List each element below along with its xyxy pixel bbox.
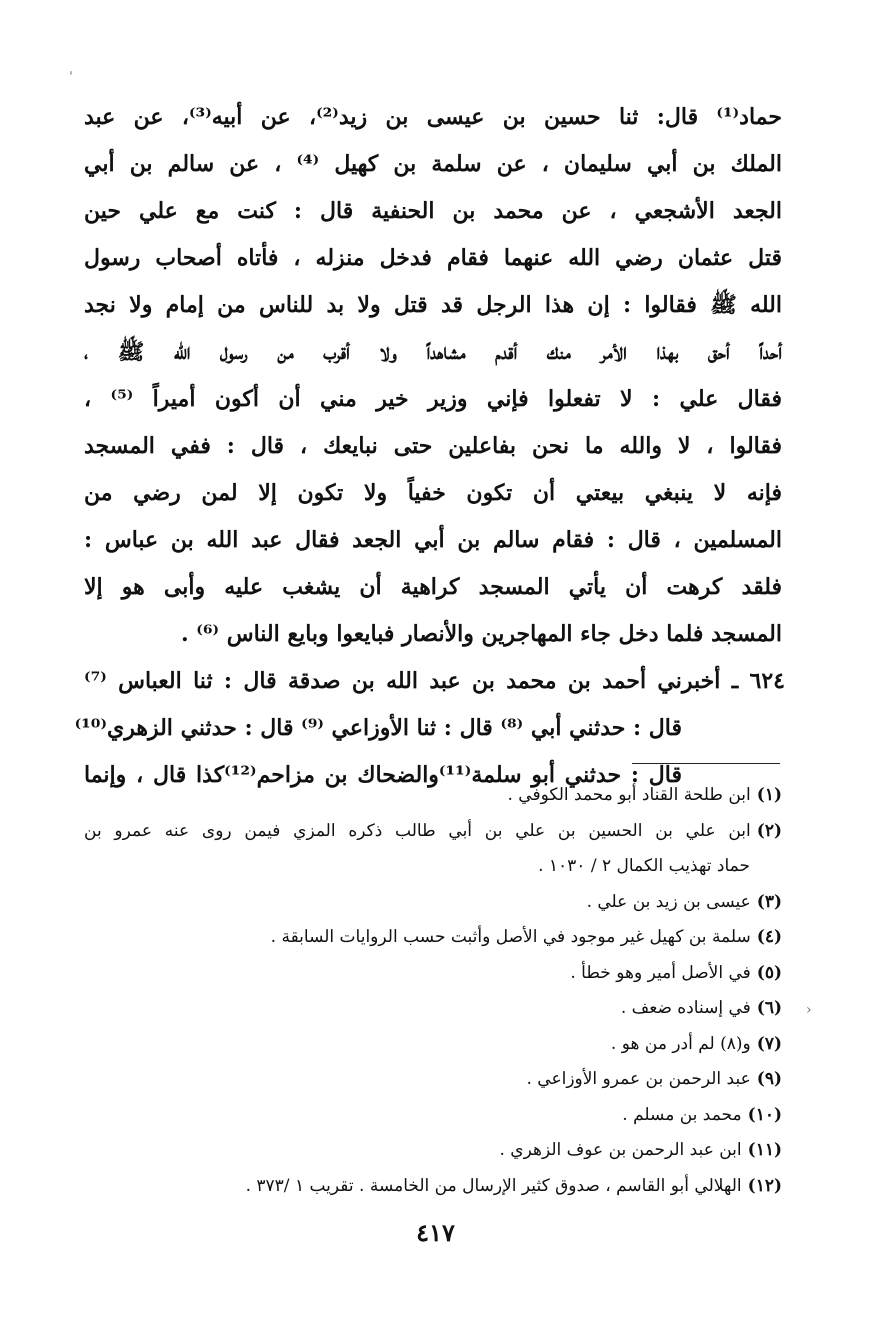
footnote-number: (٤) xyxy=(756,927,782,947)
footnote-number: (١٢) xyxy=(747,1175,782,1196)
footnote-text: محمد بن مسلم . xyxy=(622,1104,742,1125)
page-number: ٤١٧ xyxy=(416,1218,455,1247)
footnote-text: ابن طلحة القناد أبو محمد الكوفي . xyxy=(507,785,751,805)
text-line: المسجد فلما دخل جاء المهاجرين والأنصار فبايعوا وبايع الناس ⁽⁶⁾ . xyxy=(180,621,782,647)
footnote-text: ابن عبد الرحمن بن عوف الزهري . xyxy=(499,1140,742,1160)
footnote xyxy=(84,991,782,1027)
footnote xyxy=(84,1133,782,1169)
entry-line: قال : حدثني أبي ⁽⁸⁾ قال : ثنا الأوزاعي ⁽⁹⁾ قال : حدثني الزهري⁽¹⁰⁾ xyxy=(74,715,682,741)
footnote xyxy=(84,885,782,921)
footnote-text: عيسى بن زيد بن علي . xyxy=(586,891,751,912)
scan-mark: ˈ xyxy=(69,70,73,86)
footnote-continuation: حماد تهذيب الكمال ٢ / ١٠٣٠ . xyxy=(538,856,750,876)
entry-first-line xyxy=(84,658,785,705)
footnote xyxy=(84,1062,782,1098)
footnote-number: (٥) xyxy=(756,962,782,983)
footnote-number: (٩) xyxy=(756,1069,782,1089)
footnote-text: ابن علي بن الحسين بن علي بن أبي طالب ذكره المزي فيمن روى عنه عمرو بن xyxy=(84,820,751,841)
text-line: الملك بن أبي سليمان ، عن سلمة بن كهيل ⁽⁴⁾ ، عن سالم بن أبي xyxy=(84,151,782,177)
footnote xyxy=(84,1098,782,1134)
footnotes xyxy=(84,778,782,1204)
entry-text: أخبرني أحمد بن محمد بن عبد الله بن صدقة قال : ثنا العباس ⁽⁷⁾ xyxy=(84,668,721,694)
text-line: قتل عثمان رضي الله عنهما فقام فدخل منزله ، فأتاه أصحاب رسول xyxy=(84,245,782,271)
footnote-number: (٦) xyxy=(756,998,782,1018)
text-line: الجعد الأشجعي ، عن محمد بن الحنفية قال : كنت مع علي حين xyxy=(84,198,782,224)
text-line: حماد⁽¹⁾ قال: ثنا حسين بن عيسى بن زيد⁽²⁾، عن أبيه⁽³⁾، عن عبد xyxy=(84,104,782,130)
text-line: فقال علي : لا تفعلوا فإني وزير خير مني أن أكون أميراً ⁽⁵⁾ ، xyxy=(84,386,782,412)
scan-mark: › xyxy=(806,1002,812,1018)
footnote-text: و(٨) لم أدر من هو . xyxy=(610,1033,751,1054)
footnote-number: (٧) xyxy=(756,1033,782,1054)
text-line: المسلمين ، قال : فقام سالم بن أبي الجعد فقال عبد الله بن عباس : xyxy=(84,527,782,553)
footnote xyxy=(84,1027,782,1063)
footnote-number: (١٠) xyxy=(747,1104,782,1125)
footnote-text: سلمة بن كهيل غير موجود في الأصل وأثبت حسب الروايات السابقة . xyxy=(270,927,751,947)
main-text xyxy=(74,94,785,799)
footnote-text: عبد الرحمن بن عمرو الأوزاعي . xyxy=(526,1069,751,1089)
text-line: فلقد كرهت أن يأتي المسجد كراهية أن يشغب عليه وأبى هو إلا xyxy=(84,574,782,600)
footnote xyxy=(84,814,782,850)
footnote xyxy=(84,778,782,814)
footnote-number: (١١) xyxy=(747,1140,782,1160)
entry-line: قال : حدثني أبو سلمة⁽¹¹⁾والضحاك بن مزاحم⁽¹²⁾كذا قال ، وإنما xyxy=(84,762,683,788)
footnote xyxy=(84,1169,782,1205)
text-line: فقالوا ، لا والله ما نحن بفاعلين حتى نبايعك ، قال : ففي المسجد xyxy=(84,433,782,459)
footnote-number: (١) xyxy=(756,785,782,805)
footnote-text: الهلالي أبو القاسم ، صدوق كثير الإرسال من الخامسة . تقريب ١ /٣٧٣ . xyxy=(245,1175,742,1196)
footnote xyxy=(84,920,782,956)
footnote-text: في الأصل أمير وهو خطأ . xyxy=(570,962,751,983)
footnote-separator xyxy=(632,763,780,764)
footnote-number: (٣) xyxy=(756,891,782,912)
footnote-text: في إسناده ضعف . xyxy=(620,998,751,1018)
footnote xyxy=(84,956,782,992)
text-line: أحداً أحق بهذا الأمر منك أقدم مشاهداً ولا أقرب من رسول الله ﷺ ، xyxy=(84,339,782,365)
text-line: فإنه لا ينبغي بيعتي أن تكون خفياً ولا تكون إلا لمن رضي من xyxy=(84,480,782,506)
entry-number: ٦٢٤ ـ xyxy=(731,668,785,694)
footnote-number: (٢) xyxy=(756,820,782,841)
text-line: الله ﷺ فقالوا : إن هذا الرجل قد قتل ولا بد للناس من إمام ولا نجد xyxy=(84,292,782,318)
